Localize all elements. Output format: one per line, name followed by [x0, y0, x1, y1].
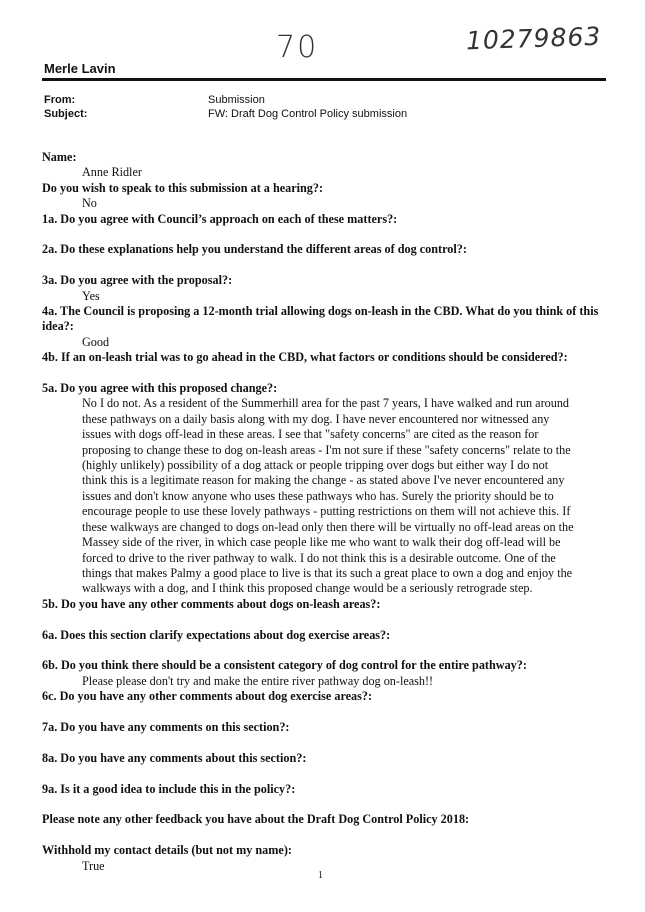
page-number: 1 — [318, 870, 323, 881]
question: Do you wish to speak to this submission at a hearing?: — [42, 180, 324, 195]
question: 4b. If an on-leash trial was to go ahead in the CBD, what factors or conditions should be considered?: — [42, 350, 568, 365]
question: 4a. The Council is proposing a 12-month trial allowing dogs on-leash in the CBD. What do you think of this idea?: — [42, 304, 599, 334]
question: 8a. Do you have any comments about this section?: — [42, 750, 307, 765]
sender-name: Merle Lavin — [44, 61, 116, 76]
question: Withhold my contact details (but not my name): — [42, 843, 292, 858]
header-rule — [42, 78, 606, 81]
subject-label: Subject: — [44, 108, 88, 120]
question: 7a. Do you have any comments on this section?: — [42, 719, 290, 734]
answer-paragraph: No I do not. As a resident of the Summerhill area for the past 7 years, I have walked and run around these pathways on a daily basis along with my dog. I have never encountered nor witnessed any issues with dogs off-lead in these areas. I see that "safety concerns" are cited as the reason for proposing to change these to dog on-leash areas - I'm not sure if these "safety concerns" relate to the (highly unlikely) possibility of a dog attack or people tripping over dogs but either way I do not think this is a legitimate reason for making the change - as stated above I've never encountered any issues and don't know anyone who uses these pathways who has. Surely the priority should be to encourage people to use these lovely pathways - putting restrictions on them will not achieve this. If these walkways are changed to dogs on-lead only then there will be virtually no off-lead areas on the Massey side of the river, in which case people like me who want to walk their dog off-lead will be forced to drive to the river pathway to walk. I do not think this is a desirable outcome. One of the things that makes Palmy a good place to live is that its such a great place to own a dog and enjoy the walkways with a dog, and I think this proposed change would be a seriously retrograde step. — [82, 396, 574, 596]
question: 3a. Do you agree with the proposal?: — [42, 273, 233, 288]
question: 9a. Is it a good idea to include this in the policy?: — [42, 781, 296, 796]
answer: No — [82, 196, 97, 211]
answer: Anne Ridler — [82, 165, 142, 180]
handwritten-reference: 10279863 — [465, 21, 602, 56]
answer: Please please don't try and make the entire river pathway dog on-leash!! — [82, 673, 434, 688]
from-value: Submission — [208, 94, 265, 106]
question: Name: — [42, 150, 77, 164]
subject-value: FW: Draft Dog Control Policy submission — [208, 108, 408, 120]
question: 1a. Do you agree with Council’s approach on each of these matters?: — [42, 211, 398, 226]
question: 2a. Do these explanations help you understand the different areas of dog control?: — [42, 242, 467, 257]
answer: True — [82, 858, 105, 873]
question: 6b. Do you think there should be a consistent category of dog control for the entire pathway?: — [42, 658, 527, 673]
question: 5b. Do you have any other comments about dogs on-leash areas?: — [42, 596, 381, 611]
answer: Good — [82, 334, 110, 349]
from-label: From: — [44, 94, 76, 106]
answer: Yes — [82, 288, 100, 303]
question: 5a. Do you agree with this proposed change?: — [42, 381, 278, 396]
question: 6c. Do you have any other comments about dog exercise areas?: — [42, 689, 373, 704]
question: 6a. Does this section clarify expectations about dog exercise areas?: — [42, 627, 391, 642]
submission-body — [42, 150, 608, 874]
question: Please note any other feedback you have about the Draft Dog Control Policy 2018: — [42, 812, 470, 827]
handwritten-number: 70 — [276, 30, 319, 65]
